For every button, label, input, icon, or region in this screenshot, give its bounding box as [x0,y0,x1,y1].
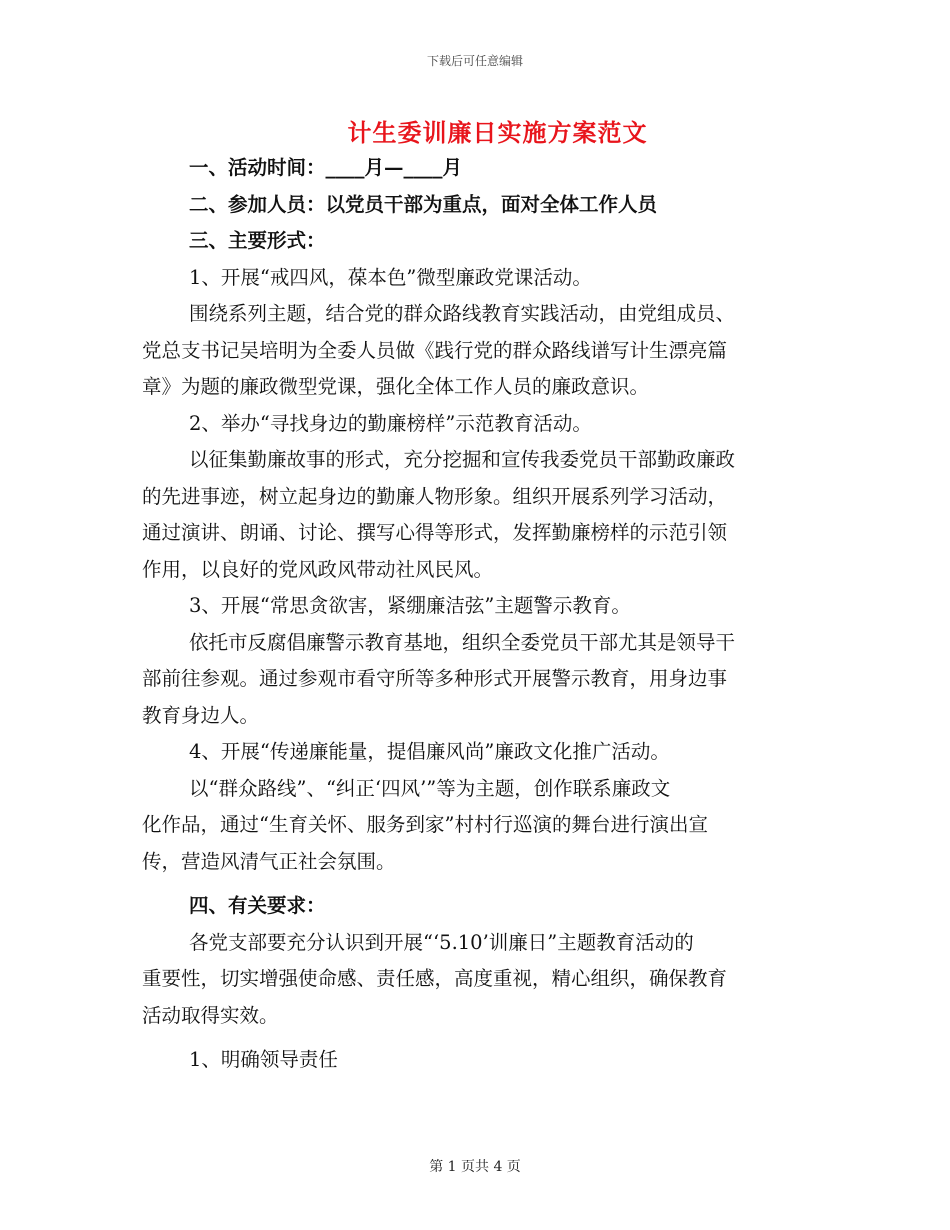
section-heading: 三、主要形式： [189,229,326,252]
paragraph-line: 各党支部要充分认识到开展“‘5.10’训廉日”主题教育活动的 [189,930,694,954]
list-item-heading: 3、开展“常思贪欲害，紧绷廉洁弦”主题警示教育。 [189,594,631,617]
paragraph-line: 通过演讲、朗诵、讨论、撰写心得等形式，发挥勤廉榜样的示范引领 [142,521,728,544]
paragraph-line: 党总支书记吴培明为全委人员做《践行党的群众路线谱写计生漂亮篇 [142,338,728,362]
spacer [142,880,807,888]
section-heading: 一、活动时间：____月—____月 [189,156,463,179]
header-note: 下载后可任意编辑 [426,54,523,68]
paragraph-line: 部前往参观。通过参观市看守所等多种形式开展警示教育，用身边事 [142,667,728,690]
paragraph-line: 以“群众路线”、“纠正‘四风’”等为主题，创作联系廉政文 [189,776,671,800]
paragraph-line: 化作品，通过“生育关怀、服务到家”村村行巡演的舞台进行演出宣 [142,813,708,836]
list-item-heading: 1、明确领导责任 [189,1048,338,1071]
list-item-heading: 1、开展“戒四风，葆本色”微型廉政党课活动。 [189,265,592,289]
list-item-heading: 2、举办“寻找身边的勤廉榜样”示范教育活动。 [189,411,592,435]
paragraph-line: 传，营造风清气正社会氛围。 [142,849,396,873]
paragraph-line: 作用，以良好的党风政风带动社风民风。 [142,557,494,581]
document-body [142,150,807,1079]
paragraph-line: 章》为题的廉政微型党课，强化全体工作人员的廉政意识。 [142,375,650,398]
paragraph-line: 围绕系列主题，结合党的群众路线教育实践活动，由党组成员、 [189,302,736,325]
paragraph-line: 以征集勤廉故事的形式，充分挖掘和宣传我委党员干部勤政廉政 [189,448,736,471]
spacer [142,1034,807,1042]
paragraph-line: 教育身边人。 [142,703,260,727]
paragraph-line: 活动取得实效。 [142,1003,279,1027]
page-number: 第 1 页共 4 页 [429,1159,521,1175]
paragraph-line: 的先进事迹，树立起身边的勤廉人物形象。组织开展系列学习活动， [142,484,728,508]
paragraph-line: 依托市反腐倡廉警示教育基地，组织全委党员干部尤其是领导干 [189,630,736,654]
document-title: 计生委训廉日实施方案范文 [347,118,648,147]
list-item-heading: 4、开展“传递廉能量，提倡廉风尚”廉政文化推广活动。 [189,740,670,763]
section-heading: 四、有关要求： [189,894,326,917]
paragraph-line: 重要性，切实增强使命感、责任感，高度重视，精心组织，确保教育 [142,967,728,990]
section-heading: 二、参加人员：以党员干部为重点，面对全体工作人员 [189,192,658,216]
